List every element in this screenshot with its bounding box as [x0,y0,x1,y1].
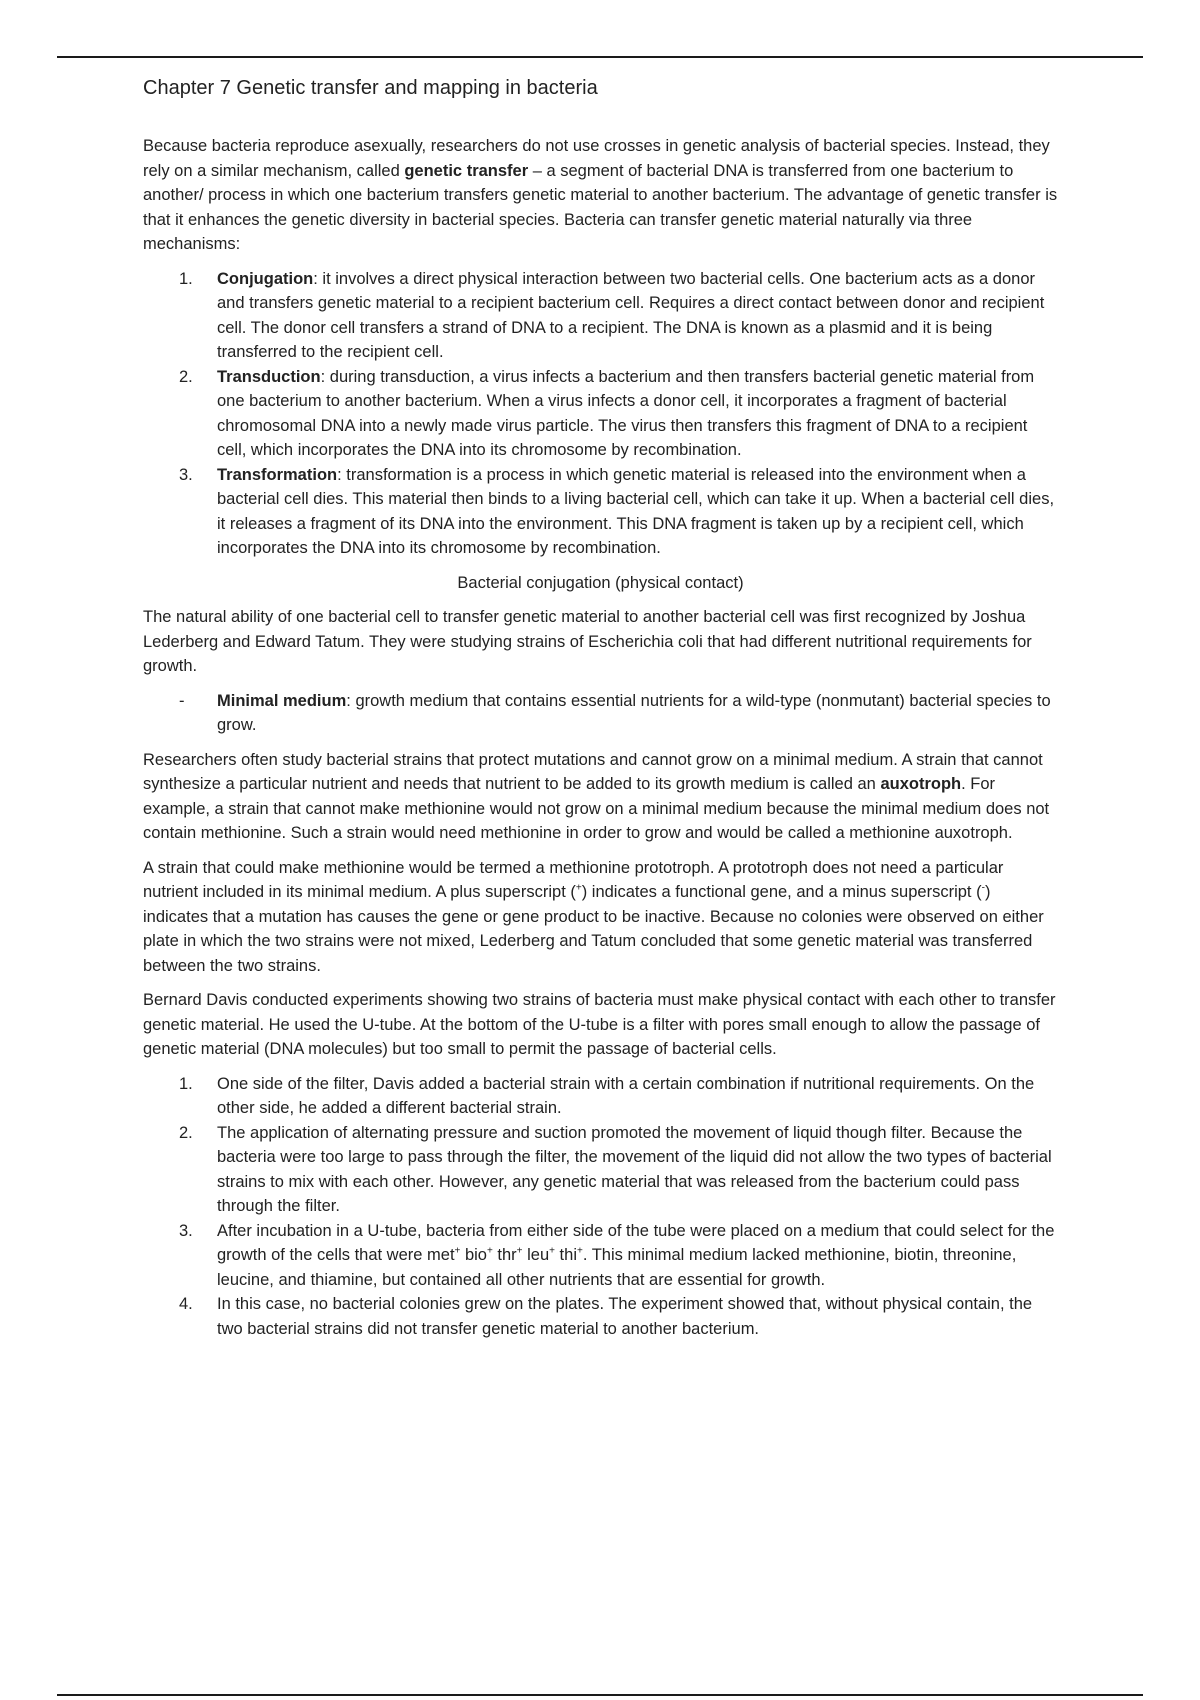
list-number: 1. [179,269,193,288]
paragraph-text-cont: ) indicates a functional gene, and a minus superscript ( [581,883,982,901]
paragraph-text: Researchers often study bacterial strains that protect mutations and cannot grow on a minimal medium. A strain that cannot synthesize a particular nutrient and needs that nutrient to be added to its growth medium is called an [143,750,1043,793]
paragraph-text-cont: . For example, a strain that cannot make methionine would not grow on a minimal medium because the minimal medium does not contain methionine. Such a strain would need methionine in order to grow and would be called a methionine auxotroph. [143,775,1050,842]
list-item [143,365,1058,463]
mechanisms-list [143,267,1058,561]
intro-text: Because bacteria reproduce asexually, researchers do not use crosses in genetic analysis of bacterial species. Instead, they rely on a similar mechanism, called [143,137,1050,180]
list-item [143,689,1058,738]
list-text: : growth medium that contains essential nutrients for a wild-type (nonmutant) bacterial species to grow. [217,691,1051,734]
list-text: One side of the filter, Davis added a bacterial strain with a certain combination if nutritional requirements. On the other side, he added a different bacterial strain. [217,1074,1035,1117]
bottom-rule [57,1694,1143,1696]
list-number: 3. [179,465,193,484]
definition-list [143,689,1058,738]
natural-ability-paragraph: The natural ability of one bacterial cell to transfer genetic material to another bacterial cell was first recognized by Joshua Lederberg and Edward Tatum. They were studying strains of Escherichia coli that had different nutritional requirements for growth. [143,608,1032,675]
auxotroph-term: auxotroph [880,775,962,793]
list-item [143,1072,1058,1121]
list-number: 2. [179,367,193,386]
dash-marker: - [179,691,185,710]
prototroph-paragraph [143,856,1058,979]
list-text: The application of alternating pressure and suction promoted the movement of liquid though filter. Because the bacteria were too large to pass through the filter, the movement of the liquid did not allow the two types of bacterial strains to mix with each other. However, any genetic material that was released from the bacterium could pass through the filter. [217,1123,1052,1215]
gene-label: leu [522,1246,550,1264]
plus-superscript: + [454,1245,461,1257]
davis-steps-list [143,1072,1058,1342]
list-number: 1. [179,1074,193,1093]
chapter-title: Chapter 7 Genetic transfer and mapping in bacteria [143,77,598,99]
document-page [143,74,1058,1351]
list-number: 3. [179,1221,193,1240]
paragraph-text-end: ) indicates that a mutation has causes the gene or gene product to be inactive. Because no colonies were observed on either plate in which the two strains were not mixed, Lederberg and Tatum concluded that some genetic material was transferred between the two strains. [143,883,1044,975]
list-term: Transduction [217,367,321,386]
list-term: Conjugation [217,269,314,288]
plus-superscript: + [516,1245,523,1257]
list-item [143,1219,1058,1293]
intro-paragraph [143,134,1058,257]
plus-superscript: + [486,1245,493,1257]
list-item [143,1121,1058,1219]
list-text: : it involves a direct physical interaction between two bacterial cells. One bacterium acts as a donor and transfers genetic material to a recipient bacterium cell. Requires a direct contact between donor and recipient cell. The donor cell transfers a strand of DNA to a recipient. The DNA is known as a plasmid and it is being transferred to the recipient cell. [217,269,1045,361]
list-number: 2. [179,1123,193,1142]
list-number: 4. [179,1295,193,1313]
list-term: Minimal medium [217,691,347,710]
auxotroph-paragraph [143,748,1058,846]
list-item [143,1292,1058,1341]
gene-label: bio [460,1246,487,1264]
paragraph-text: A strain that could make methionine would be termed a methionine prototroph. A prototroph does not need a particular nutrient included in its minimal medium. A plus superscript ( [143,858,1004,901]
gene-label: thr [492,1246,517,1264]
list-text: In this case, no bacterial colonies grew on the plates. The experiment showed that, without physical contain, the two bacterial strains did not transfer genetic material to another bacterium. [217,1295,1033,1338]
davis-paragraph: Bernard Davis conducted experiments showing two strains of bacteria must make physical contact with each other to transfer genetic material. He used the U-tube. At the bottom of the U-tube is a filter with pores small enough to allow the passage of genetic material (DNA molecules) but too small to permit the passage of bacterial cells. [143,991,1056,1058]
list-text-cont: . This minimal medium lacked methionine, biotin, threonine, leucine, and thiamine, but contained all other nutrients that are essential for growth. [217,1246,1017,1289]
minus-superscript: - [981,882,985,894]
list-text: : transformation is a process in which genetic material is released into the environment when a bacterial cell dies. This material then binds to a living bacterial cell, which can take it up. When a bacterial cell dies, it releases a fragment of its DNA into the environment. This DNA fragment is taken up by a recipient cell, which incorporates the DNA into its chromosome by recombination. [217,465,1055,557]
list-item [143,463,1058,561]
intro-text-cont: – a segment of bacterial DNA is transferred from one bacterium to another/ process in which one bacterium transfers genetic material to another bacterium. The advantage of genetic transfer is that it enhances the genetic diversity in bacterial species. Bacteria can transfer genetic material naturally via three mechanisms: [143,161,1058,253]
plus-superscript: + [575,882,582,894]
plus-superscript: + [549,1245,555,1257]
top-rule [57,56,1143,58]
gene-label: thi [554,1246,577,1264]
list-text: : during transduction, a virus infects a bacterium and then transfers bacterial genetic material from one bacterium to another bacterium. When a virus infects a donor cell, it incorporates a fragment of bacterial chromosomal DNA into a newly made virus particle. The virus then transfers this fragment of DNA to a recipient cell, which incorporates the DNA into its chromosome by recombination. [217,367,1035,459]
intro-term: genetic transfer [404,161,529,180]
list-term: Transformation [217,465,338,484]
list-text: After incubation in a U-tube, bacteria from either side of the tube were placed on a medium that could select for the growth of the cells that were met [217,1221,1055,1264]
list-item [143,267,1058,365]
plus-superscript: + [576,1245,583,1257]
section-heading: Bacterial conjugation (physical contact) [457,573,744,592]
